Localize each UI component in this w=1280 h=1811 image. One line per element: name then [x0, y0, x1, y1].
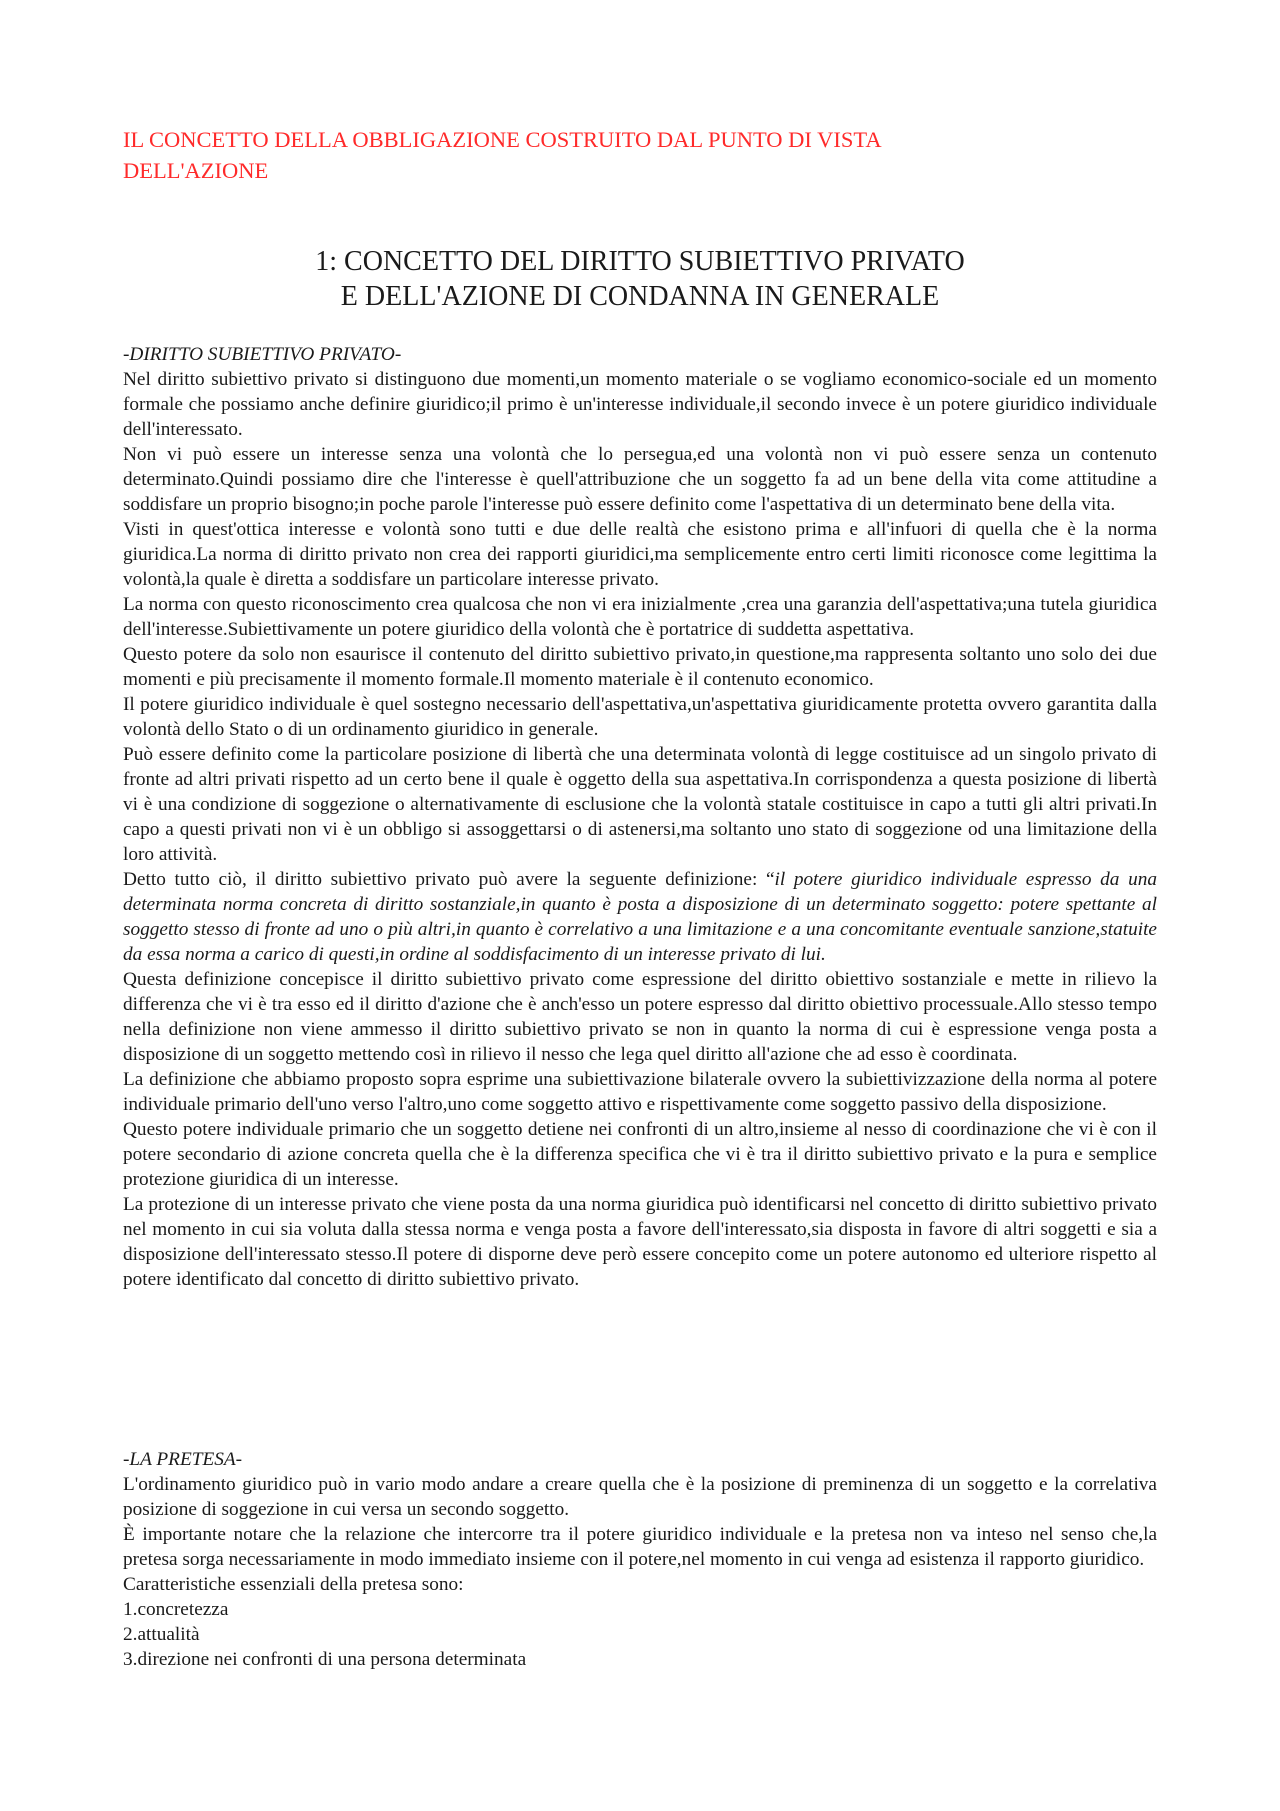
paragraph: La protezione di un interesse privato che viene posta da una norma giuridica può identificarsi nel concetto di diritto subiettivo privato nel momento in cui sia voluta dalla stessa norma e venga posta a favore dell'interessato,sia disposta in favore di altri soggetti e sia a disposizione dell'interessato stesso.Il potere di disporne deve però essere concepito come un potere autonomo ed ulteriore rispetto al potere identificato dal concetto di diritto subiettivo privato.: [123, 1194, 1157, 1290]
paragraph: Può essere definito come la particolare posizione di libertà che una determinata volontà di legge costituisce ad un singolo privato di fronte ad altri privati rispetto ad un certo bene il quale è oggetto della sua aspettativa.In corrispondenza a questa posizione di libertà vi è una condizione di soggezione o alternativamente di esclusione che la volontà statale costituisce in capo a tutti gli altri privati.In capo a questi privati non vi è un obbligo si assoggettarsi o di astenersi,ma soltanto uno stato di soggezione od una limitazione della loro attività.: [123, 744, 1157, 865]
section-heading: -DIRITTO SUBIETTIVO PRIVATO-: [123, 344, 402, 365]
document-title: IL CONCETTO DELLA OBBLIGAZIONE COSTRUITO DAL PUNTO DI VISTA DELL'AZIONE: [123, 127, 881, 183]
definition-quote: il potere giuridico individuale espresso da una determinata norma concreta di diritto sostanziale,in quanto è posta a disposizione di un determinato soggetto: potere spettante al soggetto stesso di fronte ad uno o più altri,in quanto è correlativo a una limitazione e a una concomitante eventuale sanzione,statuite da essa norma a carico di questi,in ordine al soddisfacimento di un interesse privato di lui.: [123, 869, 1157, 965]
chapter-title-line-1: 1: CONCETTO DEL DIRITTO SUBIETTIVO PRIVATO: [315, 246, 965, 277]
list-item: 2.attualità: [123, 1624, 200, 1645]
paragraph: Nel diritto subiettivo privato si distinguono due momenti,un momento materiale o se vogliamo economico-sociale ed un momento formale che possiamo anche definire giuridico;il primo è un'interesse individuale,il secondo invece è un potere giuridico individuale dell'interessato.: [123, 369, 1157, 440]
definition-paragraph: [123, 867, 1157, 967]
chapter-title: [123, 244, 1157, 314]
paragraph: Questo potere individuale primario che un soggetto detiene nei confronti di un altro,insieme al nesso di coordinazione che vi è con il potere secondario di azione concreta quella che è la differenza specifica che vi è tra il diritto subiettivo privato e la pura e semplice protezione giuridica di un interesse.: [123, 1119, 1157, 1190]
paragraph: Il potere giuridico individuale è quel sostegno necessario dell'aspettativa,un'aspettativa giuridicamente protetta ovvero garantita dalla volontà dello Stato o di un ordinamento giuridico in generale.: [123, 694, 1157, 740]
paragraph: La norma con questo riconoscimento crea qualcosa che non vi era inizialmente ,crea una garanzia dell'aspettativa;una tutela giuridica dell'interesse.Subiettivamente un potere giuridico della volontà che è portatrice di suddetta aspettativa.: [123, 594, 1157, 640]
paragraph: Non vi può essere un interesse senza una volontà che lo persegua,ed una volontà non vi può essere senza un contenuto determinato.Quindi possiamo dire che l'interesse è quell'attribuzione che un soggetto fa ad un bene della vita come attitudine a soddisfare un proprio bisogno;in poche parole l'interesse può essere definito come l'aspettativa di un determinato bene della vita.: [123, 444, 1157, 515]
list-item: 1.concretezza: [123, 1599, 229, 1620]
section-heading: -LA PRETESA-: [123, 1449, 243, 1470]
paragraph: Questa definizione concepisce il diritto subiettivo privato come espressione del diritto obiettivo sostanziale e mette in rilievo la differenza che vi è tra esso ed il diritto d'azione che è anch'esso un potere espresso dal diritto obiettivo processuale.Allo stesso tempo nella definizione non viene ammesso il diritto subiettivo privato se non in quanto la norma di cui è espressione venga posta a disposizione di un soggetto mettendo così in rilievo il nesso che lega quel diritto all'azione che ad esso è coordinata.: [123, 969, 1157, 1065]
section-diritto-subiettivo: [123, 342, 1157, 1292]
paragraph: È importante notare che la relazione che intercorre tra il potere giuridico individuale e la pretesa non va inteso nel senso che,la pretesa sorga necessariamente in modo immediato insieme con il potere,nel momento in cui venga ad esistenza il rapporto giuridico.: [123, 1524, 1157, 1570]
paragraph: Caratteristiche essenziali della pretesa sono:: [123, 1574, 464, 1595]
definition-intro: Detto tutto ciò, il diritto subiettivo privato può avere la seguente definizione: “: [123, 869, 775, 890]
paragraph: Questo potere da solo non esaurisce il contenuto del diritto subiettivo privato,in questione,ma rappresenta soltanto uno solo dei due momenti e più precisamente il momento formale.Il momento materiale è il contenuto economico.: [123, 644, 1157, 690]
chapter-title-line-2: E DELL'AZIONE DI CONDANNA IN GENERALE: [340, 281, 940, 312]
paragraph: L'ordinamento giuridico può in vario modo andare a creare quella che è la posizione di preminenza di un soggetto e la correlativa posizione di soggezione in cui versa un secondo soggetto.: [123, 1474, 1157, 1520]
paragraph: La definizione che abbiamo proposto sopra esprime una subiettivazione bilaterale ovvero la subiettivizzazione della norma al potere individuale primario dell'uno verso l'altro,uno come soggetto attivo e rispettivamente come soggetto passivo della disposizione.: [123, 1069, 1157, 1115]
section-la-pretesa: [123, 1447, 1157, 1672]
paragraph: Visti in quest'ottica interesse e volontà sono tutti e due delle realtà che esistono prima e all'infuori di quella che è la norma giuridica.La norma di diritto privato non crea dei rapporti giuridici,ma semplicemente entro certi limiti riconosce come legittima la volontà,la quale è diretta a soddisfare un particolare interesse privato.: [123, 519, 1157, 590]
list-item: 3.direzione nei confronti di una persona determinata: [123, 1649, 527, 1670]
